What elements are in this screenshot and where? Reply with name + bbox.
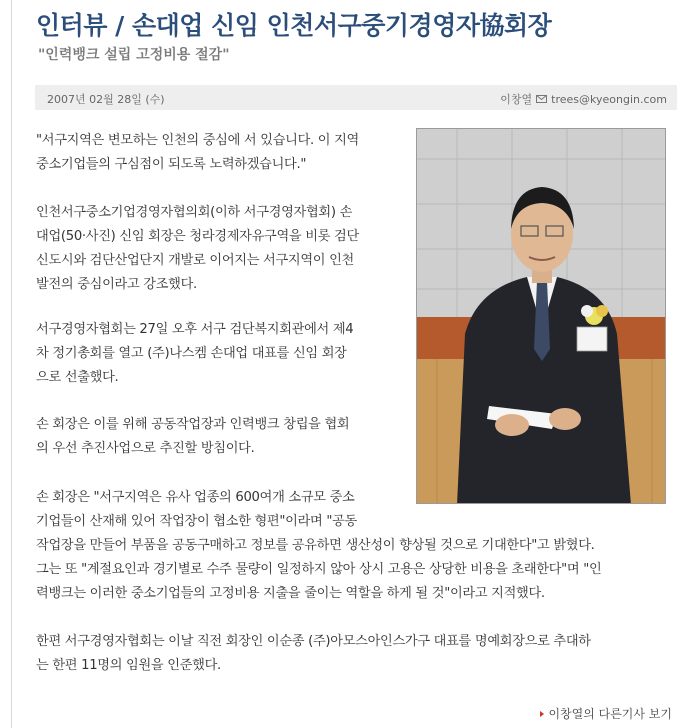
arrow-right-icon	[540, 711, 544, 717]
body-line: 차 정기총회를 열고 (주)나스켐 손대업 대표를 신임 회장	[36, 346, 347, 361]
more-articles-label: 이창열의 다른기사 보기	[548, 707, 672, 721]
body-line: 손 회장은 "서구지역은 유사 업종의 600여개 소규모 중소	[36, 490, 355, 505]
body-line: 인천서구중소기업경영자협의회(이하 서구경영자협회) 손	[36, 205, 353, 220]
body-paragraph-1	[36, 129, 396, 177]
body-line: "서구지역은 변모하는 인천의 중심에 서 있습니다. 이 지역	[36, 133, 359, 148]
body-paragraph-2	[36, 201, 396, 297]
body-line: 손 회장은 이를 위해 공동작업장과 인력뱅크 창립을 협회	[36, 417, 350, 432]
body-line: 서구경영자협회는 27일 오후 서구 검단복지회관에서 제4	[36, 322, 354, 337]
body-paragraph-6	[36, 630, 676, 678]
body-line: 의 우선 추진사업으로 추진할 방침이다.	[36, 441, 255, 456]
author-name[interactable]: 이창열	[500, 93, 533, 106]
left-divider	[11, 0, 12, 728]
article-date: 2007년 02월 28일 (수)	[47, 93, 165, 106]
body-paragraph-3	[36, 318, 396, 390]
body-line: 그는 또 "계절요인과 경기별로 수주 물량이 일정하지 않아 상시 고용은 상당한 비용을 초래한다"며 "인	[36, 562, 602, 577]
body-line: 으로 선출했다.	[36, 370, 119, 385]
photo-illustration	[417, 129, 666, 504]
body-line: 한편 서구경영자협회는 이날 직전 회장인 이순종 (주)아모스아인스가구 대표를 명예회장으로 추대하	[36, 634, 591, 649]
body-paragraph-4	[36, 413, 396, 461]
author-email-link[interactable]: trees@kyeongin.com	[551, 92, 667, 106]
body-line: 력뱅크는 이러한 중소기업들의 고정비용 지출을 줄이는 역할을 하게 될 것"이라고 지적했다.	[36, 586, 545, 601]
body-line: 작업장을 만들어 부품을 공동구매하고 정보를 공유하면 생산성이 향상될 것으로 기대한다"고 밝혔다.	[36, 538, 595, 553]
body-line: 는 한편 11명의 임원을 인준했다.	[36, 658, 221, 673]
article-meta-bar	[35, 85, 677, 110]
body-line: 신도시와 검단산업단지 개발로 이어지는 서구지역이 인천	[36, 253, 354, 268]
article-headline: 인터뷰 / 손대업 신임 인천서구중기경영자協회장	[36, 11, 552, 40]
author-more-articles-link[interactable]	[540, 705, 672, 722]
body-paragraph-5	[36, 486, 676, 606]
article-subtitle: "인력뱅크 설립 고정비용 절감"	[38, 47, 230, 63]
body-line: 발전의 중심이라고 강조했다.	[36, 277, 197, 292]
mail-icon	[536, 95, 547, 103]
body-line: 대업(50·사진) 신임 회장은 청라경제자유구역을 비롯 검단	[36, 229, 359, 244]
article-photo	[416, 128, 666, 504]
author-info	[500, 91, 667, 107]
body-line: 기업들이 산재해 있어 작업장이 협소한 형편"이라며 "공동	[36, 514, 357, 529]
body-line: 중소기업들의 구심점이 되도록 노력하겠습니다."	[36, 157, 307, 172]
